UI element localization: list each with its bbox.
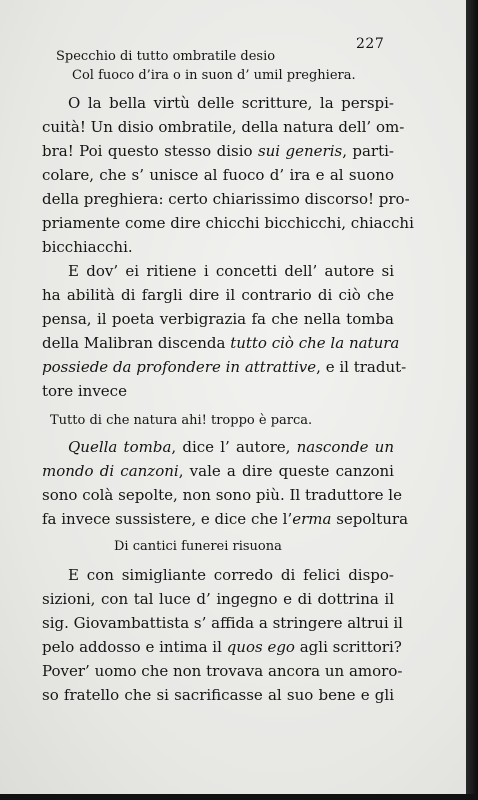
paragraph-line: priamente come dire chicchi bicchicchi, chiacchi [42, 214, 414, 232]
paragraph-line: Pover’ uomo che non trovava ancora un amoro- [42, 662, 403, 680]
paragraph-line: cuità! Un disio ombratile, della natura dell’ om- [42, 118, 405, 136]
paragraph-line: so fratello che si sacrificasse al suo bene e gli [42, 686, 394, 704]
paragraph-line: fa invece sussistere, e dice che l’erma sepoltura [42, 510, 409, 528]
page-number: 227 [356, 36, 385, 52]
paragraph-line: mondo di canzoni, vale a dire queste canzoni [42, 462, 394, 480]
paragraph-line: sig. Giovambattista s’ affida a stringere altrui il [42, 614, 403, 632]
paragraph-line: pelo addosso e intima il quos ego agli scrittori? [42, 638, 402, 656]
verse-quote: Di cantici funerei risuona [114, 539, 282, 554]
paragraph-line: sono colà sepolte, non sono più. Il traduttore le [42, 486, 402, 504]
paragraph-line: E con simigliante corredo di felici dispo- [68, 566, 394, 584]
paragraph-line: pensa, il poeta verbigrazia fa che nella tomba [42, 310, 394, 328]
epigraph-line: Col fuoco d’ira o in suon d’ umil preghiera. [72, 68, 356, 83]
paragraph-line: Quella tomba, dice l’ autore, nasconde un [68, 438, 395, 456]
paragraph-line: bicchiacchi. [42, 238, 133, 256]
paragraph-line: O la bella virtù delle scritture, la perspi- [68, 94, 394, 112]
paragraph-line: tore invece [42, 382, 127, 400]
paragraph-line: della preghiera: certo chiarissimo discorso! pro- [42, 190, 410, 208]
paragraph-line: sizioni, con tal luce d’ ingegno e di dottrina il [42, 590, 394, 608]
epigraph-line: Specchio di tutto ombratile desio [56, 49, 276, 64]
paragraph-line: bra! Poi questo stesso disio sui generis, parti- [42, 142, 394, 160]
paragraph-line: E dov’ ei ritiene i concetti dell’ autore si [68, 262, 394, 280]
paragraph-line: possiede da profondere in attrattive, e il tradut- [42, 358, 407, 376]
paragraph-line: colare, che s’ unisce al fuoco d’ ira e al suono [42, 166, 394, 184]
paragraph-line: della Malibran discenda tutto ciò che la natura [42, 334, 400, 352]
verse-quote: Tutto di che natura ahi! troppo è parca. [50, 413, 313, 428]
book-edge-bottom [0, 794, 478, 800]
book-edge [466, 0, 478, 800]
paragraph-line: ha abilità di fargli dire il contrario di ciò che [42, 286, 394, 304]
